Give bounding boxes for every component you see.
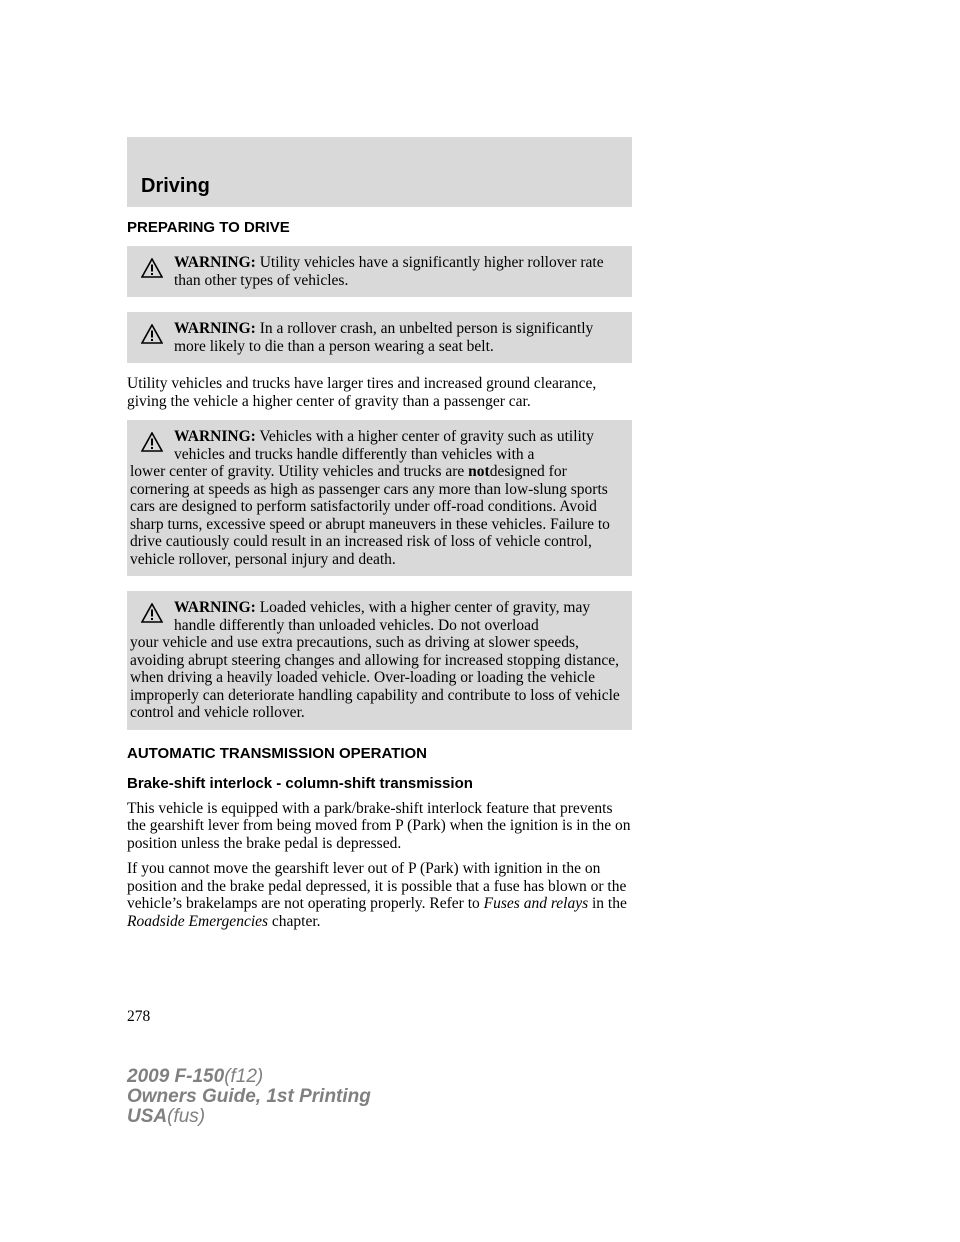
cross-reference-roadside: Roadside Emergencies (127, 912, 269, 930)
warning-triangle-icon (141, 432, 163, 452)
warning-text: your vehicle and use extra precautions, such as driving at slower speeds, avoiding abrupt steering changes and allowing for increased stopping distance, when driving a heavily loaded vehicle. Over-loading or loading the vehicle improperly can deteriorate handling capability and contribute to loss of vehicle control and vehicle rollover. (130, 634, 620, 721)
heading-preparing-to-drive: PREPARING TO DRIVE (127, 219, 290, 236)
warning-label: WARNING: (174, 254, 256, 271)
warning-box-rollover (127, 246, 632, 297)
footer-model-code: (f12) (224, 1066, 264, 1087)
footer-model: 2009 F-150 (127, 1066, 225, 1087)
footer-region-line (127, 1107, 371, 1127)
warning-box-seat-belt (127, 312, 632, 363)
footer-model-line (127, 1067, 371, 1087)
paragraph-center-of-gravity: Utility vehicles and trucks have larger tires and increased ground clearance, giving the vehicle a higher center of gravity than a passenger car. (127, 375, 597, 410)
document-footer (127, 1067, 371, 1127)
subheading-brake-shift-interlock: Brake-shift interlock - column-shift transmission (127, 774, 473, 792)
warning-text: lower center of gravity. Utility vehicles and trucks are (130, 463, 465, 480)
section-title: Driving (141, 175, 210, 197)
footer-region: USA (127, 1106, 168, 1127)
warning-text: In a rollover crash, an unbelted person is significantly more likely to die than a person wearing a seat belt. (174, 320, 594, 355)
warning-first-lines (130, 428, 624, 463)
warning-text: designed for cornering at speeds as high as passenger cars any more than low-slung sports cars are designed to perform satisfactorily under off-road conditions. Avoid sharp turns, excessive speed or abrupt maneuvers in these vehicles. Failure to drive cautiously could result in an increased risk of loss of vehicle control, vehicle rollover, personal injury and death. (130, 463, 610, 568)
warning-emphasis-not: not (468, 463, 490, 480)
warning-triangle-icon (141, 324, 163, 344)
warning-first-lines (130, 599, 624, 634)
section-header-band (127, 137, 632, 207)
warning-label: WARNING: (174, 320, 256, 337)
warning-label: WARNING: (174, 599, 256, 616)
paragraph-text: If you cannot move the gearshift lever out of P (Park) with ignition in the on position and the brake pedal depressed, it is possible that a fuse has blown or the vehicle’s brakelamps are not operating properly. Refer to (127, 860, 627, 912)
paragraph-interlock: This vehicle is equipped with a park/brake-shift interlock feature that prevents the gearshift lever from being moved from P (Park) when the ignition is in the on position unless the brake pedal is depressed. (127, 799, 631, 852)
paragraph-text: chapter. (271, 912, 321, 930)
warning-box-loaded-vehicles (127, 591, 632, 730)
footer-guide-line (127, 1087, 371, 1107)
warning-label: WARNING: (174, 428, 256, 445)
warning-text: Vehicles with a higher center of gravity such as utility vehicles and trucks handle differently than vehicles with a (174, 428, 594, 463)
cross-reference-fuses: Fuses and relays (483, 895, 589, 912)
warning-box-handling (127, 420, 632, 576)
page-number: 278 (127, 1008, 151, 1025)
warning-triangle-icon (141, 603, 163, 623)
paragraph-fuse (127, 860, 632, 930)
page-content (127, 218, 632, 930)
heading-automatic-transmission: AUTOMATIC TRANSMISSION OPERATION (127, 744, 427, 762)
footer-guide: Owners Guide, 1st Printing (127, 1086, 371, 1107)
footer-region-code: (fus) (167, 1106, 206, 1127)
paragraph-text: in the (592, 895, 627, 912)
warning-text: Loaded vehicles, with a higher center of gravity, may handle differently than unloaded vehicles. Do not overload (174, 599, 591, 634)
warning-triangle-icon (141, 258, 163, 278)
warning-text: Utility vehicles have a significantly higher rollover rate than other types of vehicles. (174, 254, 604, 289)
